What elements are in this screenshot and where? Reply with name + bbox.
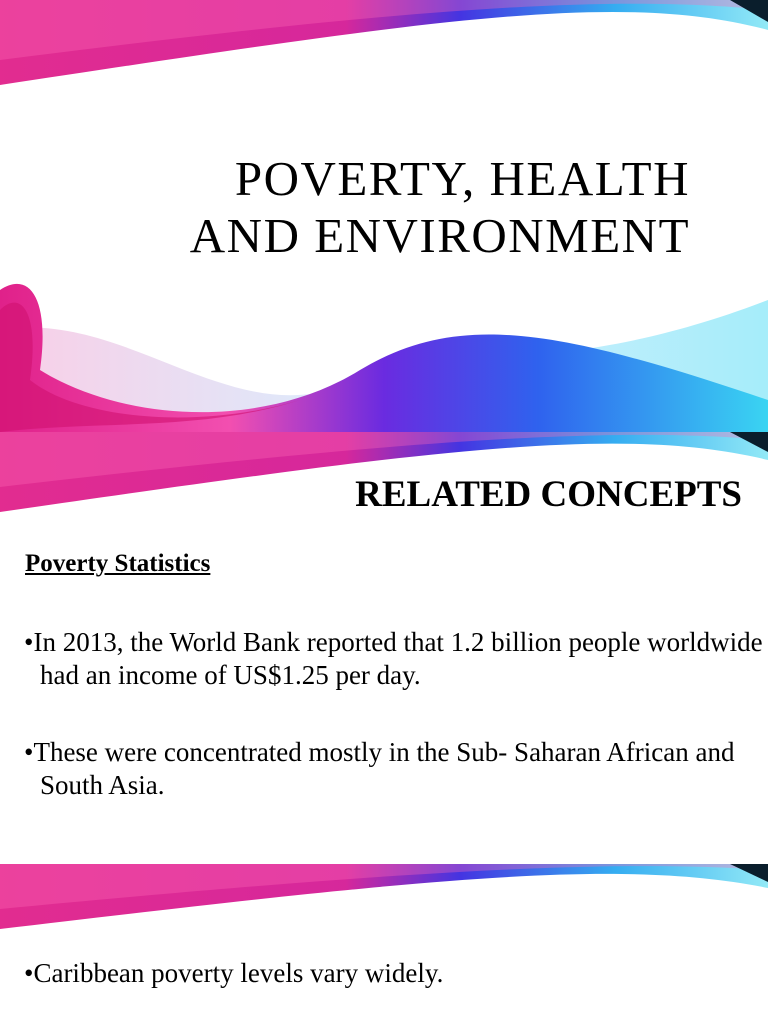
section-subheading: Poverty Statistics — [25, 550, 211, 577]
slide-title — [190, 150, 690, 264]
title-slide — [0, 0, 768, 432]
top-wave-decoration — [0, 0, 768, 100]
top-wave-decoration — [0, 864, 768, 934]
content-slide-caribbean — [0, 864, 768, 1024]
bottom-wave-decoration — [0, 270, 768, 432]
bullet-point: •These were concentrated mostly in the Sub- Saharan African and South Asia. — [24, 737, 735, 800]
title-line-1: POVERTY, HEALTH — [234, 151, 690, 206]
title-line-2: AND ENVIRONMENT — [189, 208, 690, 263]
bullet-point: •Caribbean poverty levels vary widely. — [24, 958, 444, 988]
bullet-point: •In 2013, the World Bank reported that 1.2 billion people worldwide had an income of US$1.25 per day. — [24, 627, 763, 690]
slide-title: RELATED CONCEPTS — [355, 474, 742, 515]
